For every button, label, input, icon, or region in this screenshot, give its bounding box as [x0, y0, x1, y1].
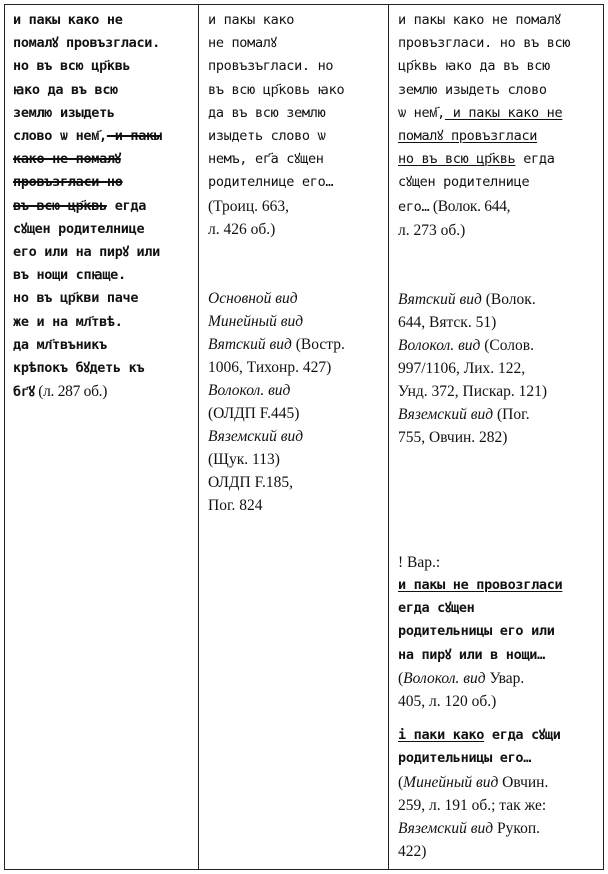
col1-struck-text: и пакы — [106, 128, 162, 145]
col1-struck-line: како не помалꙋ — [13, 151, 121, 168]
col1-reference: (л. 287 об.) — [34, 383, 108, 401]
variant-2-ref: Овчин. — [498, 774, 549, 791]
col3-line: сꙋщен родителнице — [398, 174, 530, 191]
col2-line: да въ всю землю — [208, 104, 326, 121]
variant-2-ref-name: Минейный вид — [403, 774, 499, 791]
col2-line: изыдеть слово ѡ — [208, 128, 326, 145]
variant-2-text: егда сꙋщи — [484, 727, 561, 743]
col2-variant-ref: Пог. 824 — [208, 496, 263, 514]
col3-variant-ref: 997/1106, Лих. 122, — [398, 359, 526, 377]
col3-underlined-text: но въ всю цр҃квь — [398, 151, 516, 168]
col3-line: и пакы како не помалꙋ — [398, 12, 561, 28]
variant-1-text: родительницы его или — [398, 623, 555, 640]
col2-line: родителнице его… — [208, 174, 334, 191]
col2-variant-ref: (Востр. — [291, 335, 345, 353]
col3-variant-ref: (Волок. — [481, 290, 536, 308]
col1-line: сꙋщен родителнице — [13, 220, 145, 237]
col3-line: его… — [398, 198, 430, 215]
variant-1-text: и пакы не провозгласи — [398, 577, 563, 593]
variant-label: ! Вар.: — [398, 554, 441, 571]
col2-variant-name: Минейный вид — [208, 312, 304, 330]
variant-1-text: егда сꙋщен — [398, 600, 475, 617]
col1-line: ꙗко да въ всю — [13, 81, 119, 98]
variant-2-ref-name: Вяземский вид — [398, 820, 494, 837]
col1-text: егда — [106, 197, 147, 214]
col2-line: провъзъгласи. но — [208, 58, 334, 75]
col1-line: въ нощи спꙗще. — [13, 267, 126, 284]
col2-reference: (Троиц. 663, — [208, 197, 290, 215]
col2-variant-name: Вяземский вид — [208, 427, 304, 445]
variant-1-ref-name: Волокол. вид — [403, 670, 486, 687]
col3-underlined-text: и пакы како не — [444, 104, 563, 121]
col3-line: землю изыдеть слово — [398, 81, 547, 98]
col1-line: бг҃ꙋ — [13, 384, 35, 401]
col2-variant-ref: 1006, Тихонр. 427) — [208, 358, 332, 376]
col2-line: не помалꙋ — [208, 35, 277, 52]
col2-variant-ref: (Щук. 113) — [208, 450, 280, 468]
variant-2-text: родительницы его… — [398, 750, 532, 767]
col3-line: цр҃квь ꙗко да въ всю — [398, 58, 550, 75]
col2-reference: л. 426 об.) — [208, 220, 276, 238]
col3-reference: (Волок. 644, — [429, 197, 511, 215]
col2-variant-name: Волокол. вид — [208, 381, 291, 399]
col2-variant-ref: (ОЛДП F.445) — [208, 404, 300, 422]
col1-struck-line: въ всю цр҃квь — [13, 197, 107, 214]
col1-line: да мл҃твъникъ — [13, 336, 107, 353]
col3-variant-name: Вятский вид — [398, 290, 482, 308]
column-divider-1 — [198, 5, 199, 869]
col3-line: ѡ нем҃, — [398, 104, 445, 121]
col1-line: помалꙋ провъзгласи. — [13, 35, 160, 52]
col3-variant-name: Волокол. вид — [398, 336, 481, 354]
col3-variant-ref: (Солов. — [480, 336, 534, 354]
column-1 — [13, 9, 191, 404]
col3-variant-ref: 644, Вятск. 51) — [398, 313, 497, 331]
col1-line: но въ цр҃кви паче — [13, 290, 139, 307]
column-2 — [208, 9, 386, 517]
col1-line: но въ всю цр҃квь — [13, 58, 131, 75]
col2-line: въ всю цр҃ковь ꙗко — [208, 81, 345, 98]
variant-2-ref: Рукоп. — [493, 820, 541, 837]
col2-variant-name: Основной вид — [208, 289, 298, 307]
col3-variant-ref: 755, Овчин. 282) — [398, 428, 508, 446]
variant-1-text: на пирꙋ или в нощи… — [398, 646, 545, 663]
col3-variant-ref: (Пог. — [493, 405, 530, 423]
variant-1-ref: ( — [398, 670, 404, 687]
col1-line: землю изыдеть — [13, 104, 115, 121]
col2-variant-name: Вятский вид — [208, 335, 292, 353]
column-divider-2 — [388, 5, 389, 869]
col3-underlined-text: помалꙋ провъзгласи — [398, 128, 538, 145]
col3-variant-name: Вяземский вид — [398, 405, 494, 423]
variant-2-ref: 422) — [398, 843, 427, 860]
col3-line: провъзгласи. но въ всю — [398, 35, 571, 52]
col3-variant-ref: Унд. 372, Пискар. 121) — [398, 382, 547, 400]
col1-line: же и на мл҃твѣ. — [13, 313, 123, 330]
col1-line: слово ѡ нем҃, — [13, 128, 107, 145]
variant-2-underlined: і паки како — [398, 727, 485, 743]
variant-1-ref: 405, л. 120 об.) — [398, 693, 497, 710]
col3-reference: л. 273 об.) — [398, 221, 466, 239]
col1-line: и пакы како не — [13, 12, 123, 28]
col1-line: крѣпокъ бꙋдеть къ — [13, 360, 145, 377]
col2-line: и пакы како — [208, 12, 295, 28]
variant-1-ref: Увар. — [485, 670, 525, 687]
column-3 — [398, 9, 598, 860]
col2-line: немъ, ег҃а сꙋщен — [208, 151, 324, 168]
comparison-table — [4, 4, 604, 870]
col2-variant-ref: ОЛДП F.185, — [208, 473, 293, 491]
variant-2-ref: 259, л. 191 об.; так же: — [398, 797, 547, 814]
col1-line: его или на пирꙋ или — [13, 244, 160, 261]
col3-text: егда — [515, 151, 555, 168]
variant-2-ref: ( — [398, 774, 404, 791]
col1-struck-line: провъзгласи но — [13, 174, 123, 191]
